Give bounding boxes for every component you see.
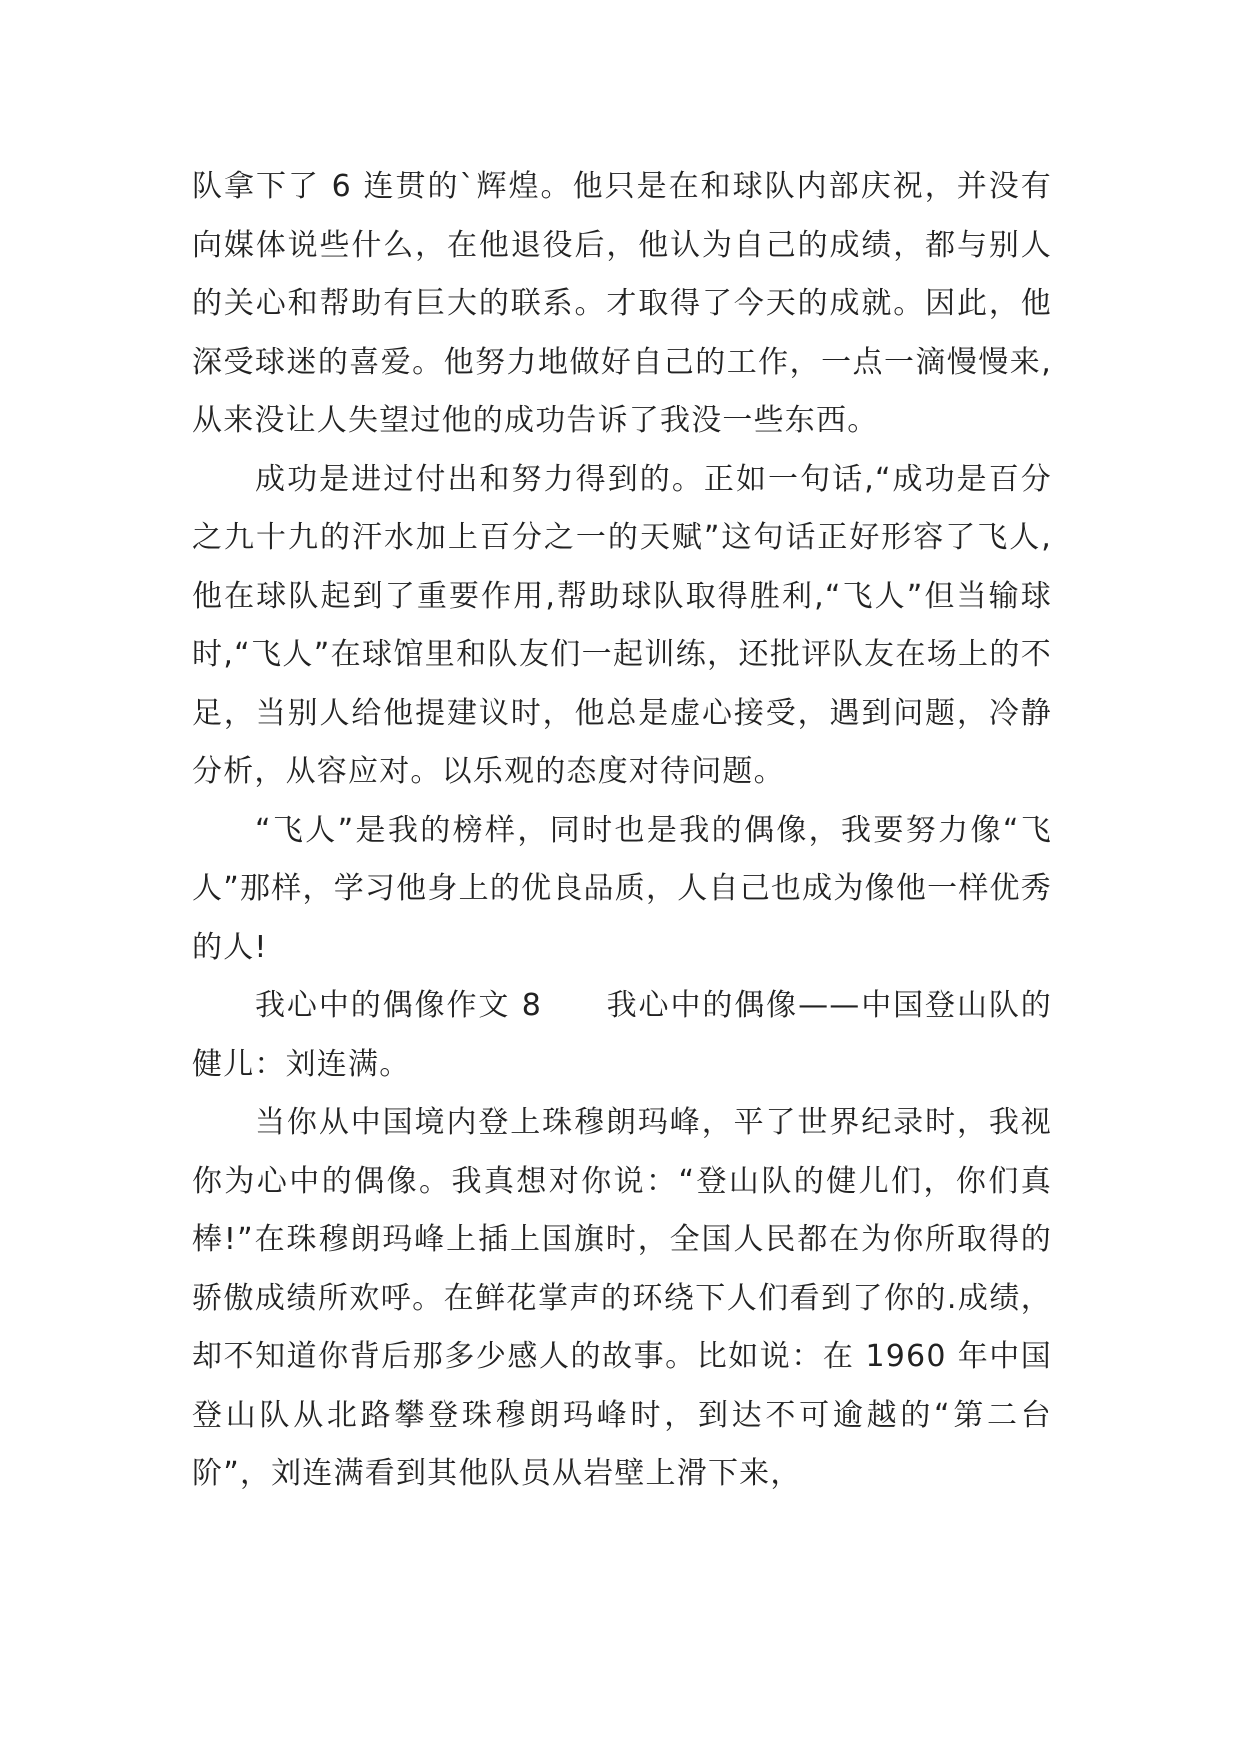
paragraph-1: 队拿下了 6 连贯的`辉煌。他只是在和球队内部庆祝，并没有向媒体说些什么，在他退役后，他认为自己的成绩，都与别人的关心和帮助有巨大的联系。才取得了今天的成就。因此，他深受球迷的喜爱。他努力地做好自己的工作，一点一滴慢慢来,从来没让人失望过他的成功告诉了我没一些东西。 (192, 169, 1052, 438)
essay-body (192, 158, 1052, 1504)
paragraph-2: 成功是进过付出和努力得到的。正如一句话,“成功是百分之九十九的汗水加上百分之一的天赋”这句话正好形容了飞人,他在球队起到了重要作用,帮助球队取得胜利,“飞人”但当输球时,“飞人”在球馆里和队友们一起训练，还批评队友在场上的不足，当别人给他提建议时，他总是虚心接受，遇到问题，冷静分析，从容应对。以乐观的态度对待问题。 (192, 461, 1052, 789)
paragraph-3: “飞人”是我的榜样，同时也是我的偶像，我要努力像“飞人”那样，学习他身上的优良品质，人自己也成为像他一样优秀的人! (192, 812, 1052, 965)
paragraph-4-essay-heading: 我心中的偶像作文 8 我心中的偶像——中国登山队的健儿：刘连满。 (192, 988, 1052, 1082)
paragraph-5: 当你从中国境内登上珠穆朗玛峰，平了世界纪录时，我视你为心中的偶像。我真想对你说：“登山队的健儿们，你们真棒!”在珠穆朗玛峰上插上国旗时，全国人民都在为你所取得的骄傲成绩所欢呼。在鲜花掌声的环绕下人们看到了你的.成绩，却不知道你背后那多少感人的故事。比如说：在 1960 年中国登山队从北路攀登珠穆朗玛峰时，到达不可逾越的“第二台阶”，刘连满看到其他队员从岩壁上滑下来， (192, 1105, 1052, 1491)
